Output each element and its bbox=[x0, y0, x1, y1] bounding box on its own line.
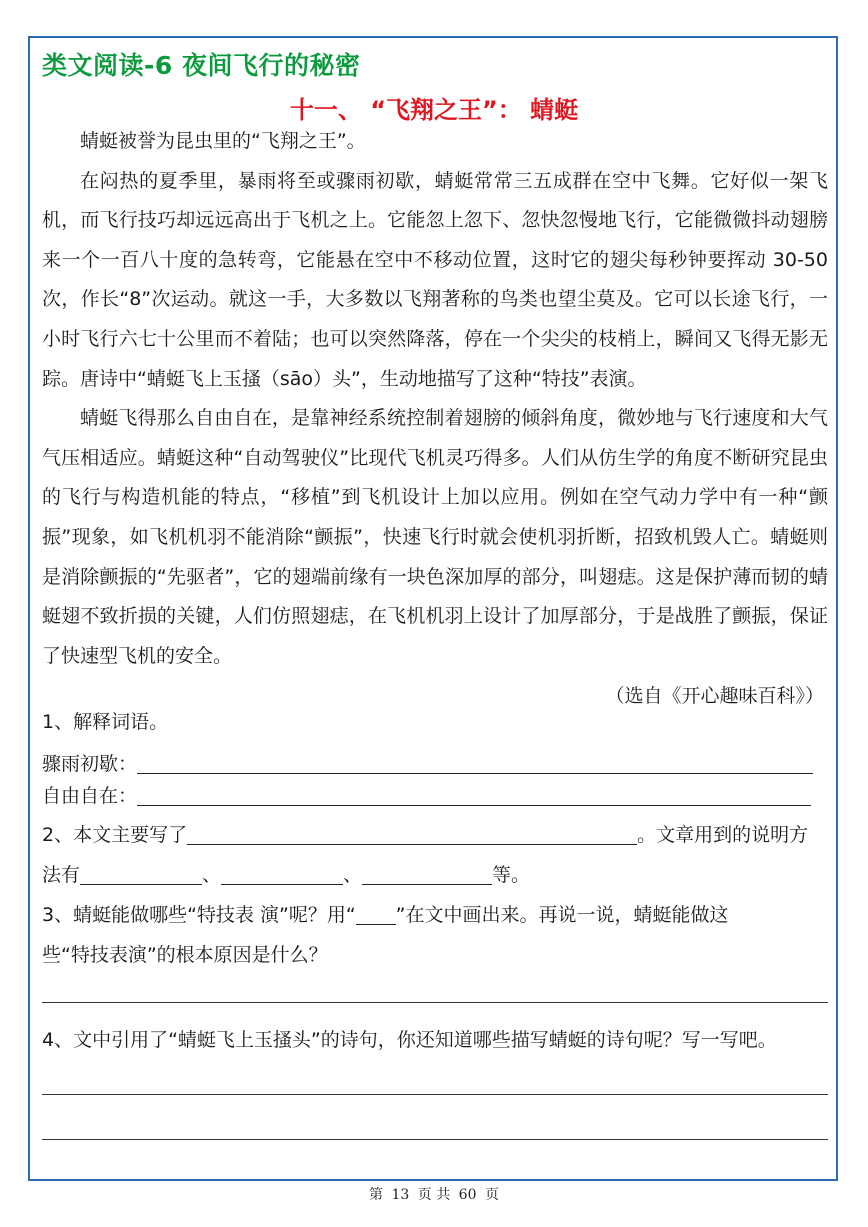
term-label-2: 自由自在： bbox=[42, 785, 138, 807]
question-2-text-a: 2、本文主要写了 bbox=[42, 824, 188, 846]
question-2-line-2 bbox=[42, 855, 828, 895]
question-2-text-d: 等。 bbox=[492, 864, 531, 886]
underline-mark-sample bbox=[356, 902, 396, 925]
question-3-line-2: 些“特技表演”的根本原因是什么？ bbox=[42, 944, 328, 966]
worksheet-title: 类文阅读-6 夜间飞行的秘密 bbox=[42, 51, 361, 80]
question-2-text-c: 法有 bbox=[42, 864, 81, 886]
answer-blank-method-1[interactable] bbox=[80, 862, 202, 885]
answer-line-q3[interactable] bbox=[42, 1002, 828, 1003]
separator: 、 bbox=[202, 864, 222, 886]
question-4-prompt: 4、文中引用了“蜻蜓飞上玉搔头”的诗句，你还知道哪些描写蜻蜓的诗句呢？写一写吧。 bbox=[42, 1029, 777, 1051]
answer-blank-method-3[interactable] bbox=[362, 862, 492, 885]
footer-mid: 页 共 bbox=[417, 1187, 451, 1203]
passage-paragraph-3: 蜻蜓飞得那么自由自在，是靠神经系统控制着翅膀的倾斜角度，微妙地与飞行速度和大气气压相适应。蜻蜓这种“自动驾驶仪”比现代飞机灵巧得多。人们从仿生学的角度不断研究昆虫的飞行与构造机能的特点，“移植”到飞机设计上加以应用。例如在空气动力学中有一种“颤振”现象，如飞机机羽不能消除“颤振”，快速飞行时就会使机羽折断，招致机毁人亡。蜻蜓则是消除颤振的“先驱者”，它的翅端前缘有一块色深加厚的部分，叫翅痣。这是保护薄而韧的蜻蜓翅不致折损的关键，人们仿照翅痣，在飞机机羽上设计了加厚部分，于是战胜了颤振，保证了快速型飞机的安全。 bbox=[42, 407, 828, 667]
footer-suffix: 页 bbox=[484, 1187, 499, 1203]
answer-blank-1[interactable] bbox=[137, 751, 813, 774]
term-label-1: 骤雨初歇： bbox=[42, 753, 138, 775]
page-number: 13 bbox=[391, 1187, 410, 1203]
question-3-line-1 bbox=[42, 895, 828, 935]
section-title: 十一、 “飞翔之王”： 蜻蜓 bbox=[289, 96, 579, 124]
question-1-prompt: 1、解释词语。 bbox=[42, 711, 169, 733]
question-1-item-2 bbox=[42, 776, 828, 816]
total-pages: 60 bbox=[458, 1187, 477, 1203]
question-3-text-a: 3、蜻蜓能做哪些“特技表 演”呢？用“ bbox=[42, 904, 356, 926]
separator: 、 bbox=[343, 864, 363, 886]
answer-line-q4-1[interactable] bbox=[42, 1094, 828, 1095]
answer-line-q4-2[interactable] bbox=[42, 1139, 828, 1140]
page-footer bbox=[0, 1184, 868, 1204]
question-2-text-b: 。文章用到的说明方 bbox=[637, 824, 809, 846]
answer-blank-2[interactable] bbox=[137, 783, 811, 806]
reading-passage bbox=[42, 122, 828, 716]
question-3-text-b: ”在文中画出来。再说一说，蜻蜓能做这 bbox=[395, 904, 729, 926]
answer-blank-method-2[interactable] bbox=[221, 862, 343, 885]
passage-paragraph-1: 蜻蜓被誉为昆虫里的“飞翔之王”。 bbox=[80, 130, 366, 152]
passage-source: （选自《开心趣味百科》） bbox=[605, 685, 824, 708]
passage-paragraph-2: 在闷热的夏季里，暴雨将至或骤雨初歇，蜻蜓常常三五成群在空中飞舞。它好似一架飞机，而飞行技巧却远远高出于飞机之上。它能忽上忽下、忽快忽慢地飞行，它能微微抖动翅膀来一个一百八十度的急转弯，它能悬在空中不移动位置，这时它的翅尖每秒钟要挥动 30-50 次，作长“8”次运动。就这一手，大多数以飞翔著称的鸟类也望尘莫及。它可以长途飞行，一小时飞行六七十公里而不着陆；也可以突然降落，停在一个尖尖的枝梢上，瞬间又飞得无影无踪。唐诗中“蜻蜓飞上玉搔（sāo）头”，生动地描写了这种“特技”表演。 bbox=[42, 169, 828, 390]
answer-blank-main-content[interactable] bbox=[187, 822, 637, 845]
footer-prefix: 第 bbox=[369, 1187, 384, 1203]
question-2-line-1 bbox=[42, 815, 828, 855]
